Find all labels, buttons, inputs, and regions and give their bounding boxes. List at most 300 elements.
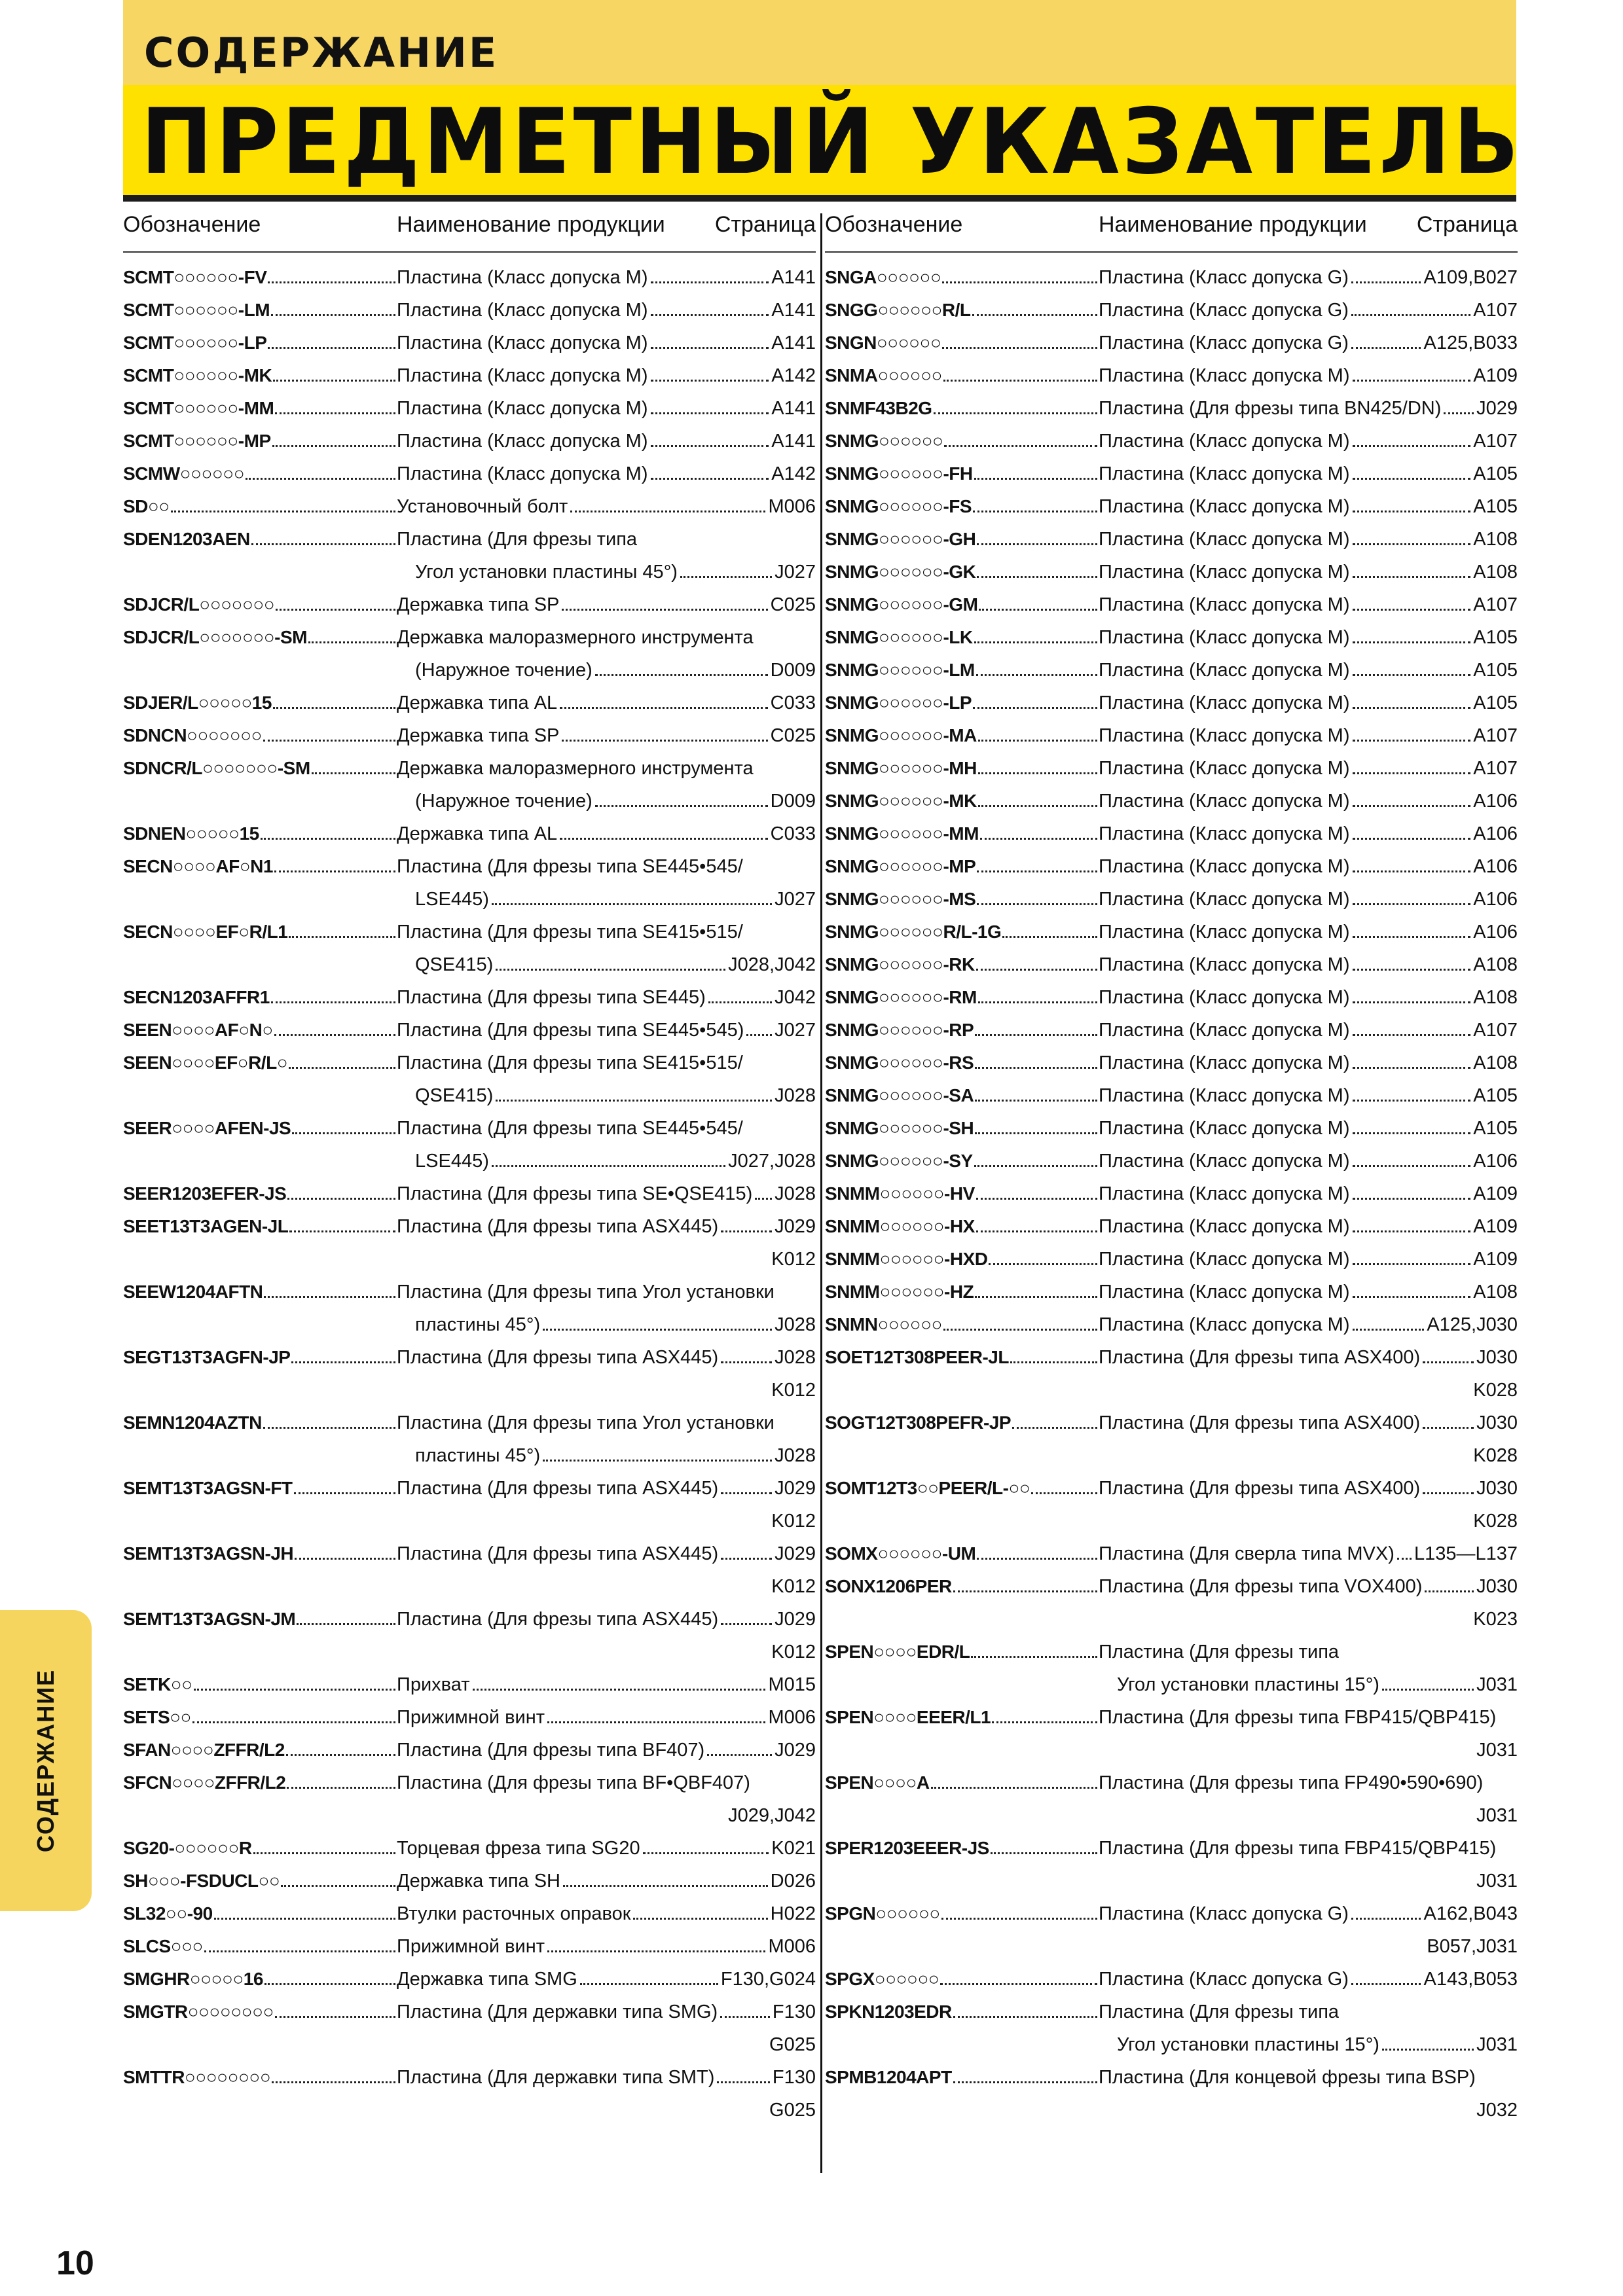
dot-leader xyxy=(651,412,769,414)
index-entry xyxy=(825,1903,1518,1936)
entry-code: SPEN○○○○EEER/L1 xyxy=(825,1707,991,1727)
entry-code: SNMG○○○○○○-LK xyxy=(825,627,973,647)
entry-code: SEER1203EFER-JS xyxy=(123,1183,287,1204)
entry-page: M006 xyxy=(768,1936,816,1957)
entry-code: SECN○○○○AF○N1 xyxy=(123,856,273,876)
entry-page: A143,B053 xyxy=(1423,1969,1518,1990)
index-entry xyxy=(825,431,1518,463)
dot-leader xyxy=(1423,1361,1474,1363)
index-entry xyxy=(123,1085,816,1118)
entry-description: Пластина (Класс допуска M) xyxy=(1099,889,1350,910)
entry-description: QSE415) xyxy=(415,954,494,975)
dot-leader xyxy=(274,1034,395,1036)
entry-page: J028 xyxy=(775,1085,816,1106)
index-entry xyxy=(825,1085,1518,1118)
dot-leader xyxy=(246,478,395,480)
entry-description: Пластина (Класс допуска M) xyxy=(1099,856,1350,877)
entry-code: SOMX○○○○○○-UM xyxy=(825,1543,976,1564)
entry-code: SEER○○○○AFEN-JS xyxy=(123,1118,291,1138)
index-entry xyxy=(123,1772,816,1805)
entry-description: Державка типа SP xyxy=(397,594,560,615)
entry-page: A141 xyxy=(771,267,816,288)
dot-leader xyxy=(1031,1492,1097,1494)
entry-code: SEEN○○○○EF○R/L○ xyxy=(123,1052,288,1073)
entry-code: SDJCR/L○○○○○○○-SM xyxy=(123,627,308,647)
entry-code: SNMG○○○○○○-RK xyxy=(825,954,975,975)
dot-leader xyxy=(1353,1100,1471,1102)
entry-code: SEMT13T3AGSN-JM xyxy=(123,1609,296,1629)
entry-description: Пластина (Класс допуска M) xyxy=(1099,627,1350,648)
entry-description: Пластина (Класс допуска M) xyxy=(1099,1085,1350,1106)
dot-leader xyxy=(1353,445,1471,447)
index-entry xyxy=(825,725,1518,758)
entry-description: Пластина (Для фрезы типа SE445•545/ xyxy=(397,856,743,877)
column-header-name: Наименование продукции xyxy=(1099,212,1367,237)
column-header-rule xyxy=(825,251,1518,253)
entry-code: SNMG○○○○○○-MA xyxy=(825,725,977,745)
entry-page: J031 xyxy=(1476,1740,1518,1761)
dot-leader xyxy=(721,1230,772,1232)
dot-leader xyxy=(978,1001,1097,1003)
index-entry xyxy=(123,1216,816,1249)
entry-page: J029 xyxy=(775,1216,816,1237)
dot-leader xyxy=(978,740,1097,742)
dot-leader xyxy=(717,2081,770,2083)
index-entry xyxy=(123,1707,816,1740)
column-header-page: Страница xyxy=(1416,212,1518,237)
entry-page: J030 xyxy=(1476,1576,1518,1597)
dot-leader xyxy=(560,838,767,840)
index-entry xyxy=(123,496,816,529)
entry-code: SPEN○○○○EDR/L xyxy=(825,1641,970,1662)
index-entry xyxy=(123,758,816,791)
dot-leader xyxy=(543,1460,772,1462)
entry-code: SNMM○○○○○○-HX xyxy=(825,1216,975,1236)
entry-page: D009 xyxy=(770,791,816,812)
entry-description: QSE415) xyxy=(415,1085,494,1106)
entry-code: SNMG○○○○○○-RP xyxy=(825,1020,974,1040)
dot-leader xyxy=(563,1885,768,1887)
entry-description: Пластина (Класс допуска G) xyxy=(1099,267,1349,288)
index-entry xyxy=(123,1249,816,1282)
dot-leader xyxy=(943,1329,1097,1331)
dot-leader xyxy=(273,707,395,709)
entry-description: Торцевая фреза типа SG20 xyxy=(397,1838,640,1859)
entry-description: Угол установки пластины 15°) xyxy=(1117,1674,1379,1695)
entry-code: SEEW1204AFTN xyxy=(123,1282,263,1302)
entry-page: F130 xyxy=(772,2067,816,2088)
entry-description: Пластина (Для фрезы типа ASX445) xyxy=(397,1478,719,1499)
index-entry xyxy=(123,627,816,660)
entry-description: Пластина (Класс допуска M) xyxy=(1099,692,1350,713)
entry-code: SNMG○○○○○○-SH xyxy=(825,1118,974,1138)
entry-description: Установочный болт xyxy=(397,496,568,517)
dot-leader xyxy=(295,1558,395,1560)
entry-description: Пластина (Для фрезы типа ASX445) xyxy=(397,1347,719,1368)
entry-description: Пластина (Для фрезы типа ASX400) xyxy=(1099,1478,1421,1499)
index-entry xyxy=(825,856,1518,889)
entry-description: Пластина (Для сверла типа MVX) xyxy=(1099,1543,1395,1564)
page-title: ПРЕДМЕТНЫЙ УКАЗАТЕЛЬ xyxy=(141,89,1522,194)
index-entry xyxy=(123,1478,816,1511)
entry-code: SNMG○○○○○○R/L-1G xyxy=(825,922,1002,942)
index-entry xyxy=(825,1052,1518,1085)
index-entry xyxy=(123,1282,816,1314)
dot-leader xyxy=(289,1230,395,1232)
entry-code: SPKN1203EDR xyxy=(825,2001,952,2022)
dot-leader xyxy=(1353,1296,1471,1298)
entry-page: G025 xyxy=(769,2100,816,2121)
column-header-name: Наименование продукции xyxy=(397,212,665,237)
dot-leader xyxy=(1353,969,1471,971)
entry-description: Пластина (Класс допуска M) xyxy=(1099,1216,1350,1237)
entry-code: SNMG○○○○○○-MM xyxy=(825,823,979,844)
index-entry xyxy=(123,1674,816,1707)
dot-leader xyxy=(292,1132,395,1134)
entry-description: Пластина (Класс допуска M) xyxy=(1099,1183,1350,1204)
entry-code: SOGT12T308PEFR-JP xyxy=(825,1412,1012,1433)
index-entry xyxy=(123,791,816,823)
page-number: 10 xyxy=(56,2244,94,2282)
dot-leader xyxy=(976,1198,1097,1200)
entry-description: пластины 45°) xyxy=(415,1314,541,1335)
entry-code: SNMN○○○○○○ xyxy=(825,1314,942,1335)
entry-code: SNMG○○○○○○-MK xyxy=(825,791,977,811)
dot-leader xyxy=(276,609,395,611)
entry-code: SNMG○○○○○○ xyxy=(825,431,943,451)
entry-code: SEGT13T3AGFN-JP xyxy=(123,1347,291,1367)
entry-page: A125,B033 xyxy=(1423,332,1518,353)
entry-code: SNMM○○○○○○-HZ xyxy=(825,1282,974,1302)
entry-description: Пластина (Класс допуска M) xyxy=(1099,954,1350,975)
dot-leader xyxy=(547,1950,765,1952)
dot-leader xyxy=(1353,1263,1471,1265)
entry-description: Пластина (Для фрезы типа FBP415/QBP415) xyxy=(1099,1838,1497,1859)
entry-code: SDEN1203AEN xyxy=(123,529,250,549)
dot-leader xyxy=(1397,1558,1412,1560)
entry-description: Пластина (Для фрезы типа SE445) xyxy=(397,987,706,1008)
index-entry xyxy=(825,1674,1518,1707)
dot-leader xyxy=(977,903,1097,905)
index-entry xyxy=(825,1740,1518,1772)
dot-leader xyxy=(643,1852,769,1854)
index-entry xyxy=(825,1151,1518,1183)
entry-description: Пластина (Для фрезы типа VOX400) xyxy=(1099,1576,1423,1597)
entry-description: Пластина (Для державки типа SMT) xyxy=(397,2067,715,2088)
dot-leader xyxy=(633,1918,767,1920)
entry-code: SEET13T3AGEN-JL xyxy=(123,1216,289,1236)
entry-code: SLCS○○○ xyxy=(123,1936,203,1956)
entry-description: Пластина (Класс допуска M) xyxy=(1099,791,1350,812)
entry-description: Пластина (Для державки типа SMG) xyxy=(397,2001,718,2022)
entry-code: SD○○ xyxy=(123,496,170,516)
entry-page: C033 xyxy=(770,692,816,713)
column-divider xyxy=(820,213,822,2173)
entry-code: SPER1203EEER-JS xyxy=(825,1838,989,1858)
index-entry xyxy=(825,562,1518,594)
index-entry xyxy=(825,1805,1518,1838)
entry-page: D026 xyxy=(770,1871,816,1892)
index-entry xyxy=(123,660,816,692)
dot-leader xyxy=(973,707,1097,709)
entry-code: SL32○○-90 xyxy=(123,1903,213,1924)
dot-leader xyxy=(1353,903,1471,905)
entry-code: SNMM○○○○○○-HXD xyxy=(825,1249,988,1269)
entry-description: Пластина (Для фрезы типа ASX445) xyxy=(397,1216,719,1237)
entry-code: SMTTR○○○○○○○○ xyxy=(123,2067,271,2087)
entry-page: A105 xyxy=(1473,1085,1518,1106)
index-entry xyxy=(825,529,1518,562)
entry-code: SMGTR○○○○○○○○ xyxy=(123,2001,274,2022)
entry-description: Пластина (Класс допуска M) xyxy=(1099,562,1350,583)
index-entry xyxy=(825,1641,1518,1674)
index-entry xyxy=(123,1183,816,1216)
entry-page: J028,J042 xyxy=(728,954,816,975)
column-header-page: Страница xyxy=(714,212,816,237)
index-entry xyxy=(123,1151,816,1183)
index-column-right xyxy=(825,208,1518,2132)
entry-page: K028 xyxy=(1473,1511,1518,1532)
entry-description: Пластина (Класс допуска M) xyxy=(1099,758,1350,779)
dot-leader xyxy=(1353,1067,1471,1069)
entry-page: G025 xyxy=(769,2034,816,2055)
entry-code: SNGG○○○○○○R/L xyxy=(825,300,971,320)
index-entry xyxy=(123,1347,816,1380)
entry-code: SNMG○○○○○○-LM xyxy=(825,660,975,680)
dot-leader xyxy=(580,1983,718,1985)
entry-code: SNMG○○○○○○-MS xyxy=(825,889,976,909)
dot-leader xyxy=(977,870,1097,872)
entry-page: A105 xyxy=(1473,692,1518,713)
dot-leader xyxy=(1353,1132,1471,1134)
entry-page: C033 xyxy=(770,823,816,844)
entry-description: Пластина (Класс допуска M) xyxy=(397,463,648,484)
entry-code: SDJER/L○○○○○15 xyxy=(123,692,272,713)
dot-leader xyxy=(595,805,768,807)
entry-code: SECN1203AFFR1 xyxy=(123,987,270,1007)
dot-leader xyxy=(651,445,769,447)
dot-leader xyxy=(942,281,1097,283)
entry-description: Пластина (Класс допуска M) xyxy=(1099,823,1350,844)
entry-page: D009 xyxy=(770,660,816,681)
entry-page: A105 xyxy=(1473,660,1518,681)
index-list-left xyxy=(123,267,816,2132)
dot-leader xyxy=(1002,936,1097,938)
entry-description: Пластина (Для фрезы типа BF407) xyxy=(397,1740,705,1761)
entry-page: A105 xyxy=(1473,496,1518,517)
index-entry xyxy=(123,1936,816,1969)
entry-description: Пластина (Класс допуска M) xyxy=(1099,725,1350,746)
entry-page: A141 xyxy=(771,332,816,353)
dot-leader xyxy=(274,870,395,872)
entry-code: SNMG○○○○○○-SY xyxy=(825,1151,973,1171)
entry-description: Пластина (Для фрезы типа SE415•515/ xyxy=(397,922,743,942)
index-entry xyxy=(825,2100,1518,2132)
entry-page: J031 xyxy=(1476,1674,1518,1695)
index-entry xyxy=(123,332,816,365)
entry-page: J028 xyxy=(775,1347,816,1368)
dot-leader xyxy=(253,1852,395,1854)
entry-description: Пластина (Класс допуска G) xyxy=(1099,332,1349,353)
entry-code: SNMG○○○○○○-GK xyxy=(825,562,976,582)
entry-page: A142 xyxy=(771,365,816,386)
entry-page: J029 xyxy=(775,1543,816,1564)
dot-leader xyxy=(496,1100,772,1102)
dot-leader xyxy=(971,1656,1097,1658)
entry-page: A108 xyxy=(1473,1282,1518,1302)
entry-description: Пластина (Класс допуска M) xyxy=(1099,529,1350,550)
entry-description: Державка типа AL xyxy=(397,823,558,844)
index-entry xyxy=(825,1478,1518,1511)
index-column-left xyxy=(123,208,816,2132)
index-entry xyxy=(825,1412,1518,1445)
entry-code: SCMT○○○○○○-MK xyxy=(123,365,272,386)
entry-page: J029 xyxy=(775,1478,816,1499)
entry-page: A108 xyxy=(1473,954,1518,975)
dot-leader xyxy=(268,347,395,349)
entry-description: LSE445) xyxy=(415,1151,489,1172)
index-entry xyxy=(825,1609,1518,1641)
entry-description: Пластина (Класс допуска M) xyxy=(1099,922,1350,942)
dot-leader xyxy=(1353,870,1471,872)
index-entry xyxy=(825,1576,1518,1609)
entry-page: K012 xyxy=(771,1641,816,1662)
index-entry xyxy=(123,1380,816,1412)
dot-leader xyxy=(1353,1329,1425,1331)
dot-leader xyxy=(975,1296,1097,1298)
index-entry xyxy=(123,1838,816,1871)
entry-page: F130 xyxy=(772,2001,816,2022)
index-entry xyxy=(123,1740,816,1772)
dot-leader xyxy=(272,445,395,447)
entry-page: M006 xyxy=(768,496,816,517)
dot-leader xyxy=(1353,576,1471,578)
entry-code: SDNCR/L○○○○○○○-SM xyxy=(123,758,310,778)
entry-page: L135—L137 xyxy=(1413,1543,1518,1564)
entry-page: K021 xyxy=(771,1838,816,1859)
entry-code: SEMT13T3AGSN-FT xyxy=(123,1478,293,1498)
index-entry xyxy=(825,2001,1518,2034)
dot-leader xyxy=(263,740,395,742)
entry-description: Втулки расточных оправок xyxy=(397,1903,631,1924)
entry-description: Пластина (Для фрезы типа xyxy=(397,529,638,550)
entry-description: Пластина (Класс допуска M) xyxy=(1099,1249,1350,1270)
entry-code: SNMG○○○○○○-MP xyxy=(825,856,976,876)
dot-leader xyxy=(976,674,1097,676)
index-entry xyxy=(825,594,1518,627)
entry-page: K023 xyxy=(1473,1609,1518,1630)
index-entry xyxy=(123,889,816,922)
dot-leader xyxy=(721,1623,772,1625)
entry-description: Пластина (Класс допуска M) xyxy=(397,431,648,452)
entry-page: K028 xyxy=(1473,1380,1518,1401)
dot-leader xyxy=(496,969,725,971)
index-entry xyxy=(825,627,1518,660)
entry-code: SNGA○○○○○○ xyxy=(825,267,941,287)
entry-page: K012 xyxy=(771,1511,816,1532)
dot-leader xyxy=(1423,1427,1474,1429)
index-entry xyxy=(825,1314,1518,1347)
dot-leader xyxy=(975,1067,1097,1069)
entry-code: SCMT○○○○○○-MM xyxy=(123,398,274,418)
entry-page: K012 xyxy=(771,1576,816,1597)
index-entry xyxy=(825,300,1518,332)
index-entry xyxy=(825,1347,1518,1380)
index-entry xyxy=(825,889,1518,922)
dot-leader xyxy=(595,674,768,676)
dot-leader xyxy=(721,1361,772,1363)
dot-leader xyxy=(651,478,769,480)
index-entry xyxy=(123,594,816,627)
dot-leader xyxy=(707,1754,772,1756)
entry-page: A107 xyxy=(1473,725,1518,746)
index-entry xyxy=(123,431,816,463)
entry-page: J029,J042 xyxy=(728,1805,816,1826)
dot-leader xyxy=(275,412,395,414)
entry-code: SETK○○ xyxy=(123,1674,192,1695)
entry-code: SNMM○○○○○○-HV xyxy=(825,1183,975,1204)
entry-code: SNMG○○○○○○-SA xyxy=(825,1085,974,1105)
index-entry xyxy=(123,922,816,954)
entry-code: SONX1206PER xyxy=(825,1576,952,1596)
entry-description: Пластина (Для фрезы типа SE445•545/ xyxy=(397,1118,743,1139)
entry-page: J032 xyxy=(1476,2100,1518,2121)
dot-leader xyxy=(1353,805,1471,807)
entry-code: SCMT○○○○○○-MP xyxy=(123,431,271,451)
index-entry xyxy=(825,1216,1518,1249)
index-entry xyxy=(825,398,1518,431)
title-underline xyxy=(123,195,1516,202)
dot-leader xyxy=(977,1558,1097,1560)
entry-page: A108 xyxy=(1473,562,1518,583)
index-entry xyxy=(123,1903,816,1936)
entry-code: SEEN○○○○AF○N○ xyxy=(123,1020,273,1040)
index-entry xyxy=(825,823,1518,856)
index-entry xyxy=(123,398,816,431)
entry-page: A142 xyxy=(771,463,816,484)
index-entry xyxy=(825,987,1518,1020)
dot-leader xyxy=(1353,936,1471,938)
index-entry xyxy=(123,1871,816,1903)
entry-page: A107 xyxy=(1473,594,1518,615)
entry-description: Пластина (Класс допуска M) xyxy=(1099,1282,1350,1302)
index-entry xyxy=(825,1543,1518,1576)
index-entry xyxy=(825,267,1518,300)
index-entry xyxy=(123,856,816,889)
dot-leader xyxy=(931,1787,1097,1789)
entry-page: J030 xyxy=(1476,1478,1518,1499)
entry-page: J031 xyxy=(1476,1871,1518,1892)
dot-leader xyxy=(976,969,1097,971)
index-entry xyxy=(825,463,1518,496)
entry-description: Пластина (Класс допуска M) xyxy=(397,300,648,321)
index-entry xyxy=(123,1020,816,1052)
index-entry xyxy=(825,1969,1518,2001)
entry-code: SNMF43B2G xyxy=(825,398,932,418)
entry-page: A141 xyxy=(771,300,816,321)
entry-code: SDNCN○○○○○○○ xyxy=(123,725,262,745)
dot-leader xyxy=(1012,1427,1097,1429)
dot-leader xyxy=(1353,838,1471,840)
entry-code: SPGX○○○○○○ xyxy=(825,1969,939,1989)
dot-leader xyxy=(192,1721,395,1723)
entry-description: Державка типа SH xyxy=(397,1871,560,1892)
entry-code: SFCN○○○○ZFFR/L2 xyxy=(123,1772,286,1793)
entry-code: SG20-○○○○○○R xyxy=(123,1838,252,1858)
entry-code: SNGN○○○○○○ xyxy=(825,332,941,353)
entry-description: Пластина (Класс допуска M) xyxy=(1099,1118,1350,1139)
dot-leader xyxy=(953,2016,1097,2018)
